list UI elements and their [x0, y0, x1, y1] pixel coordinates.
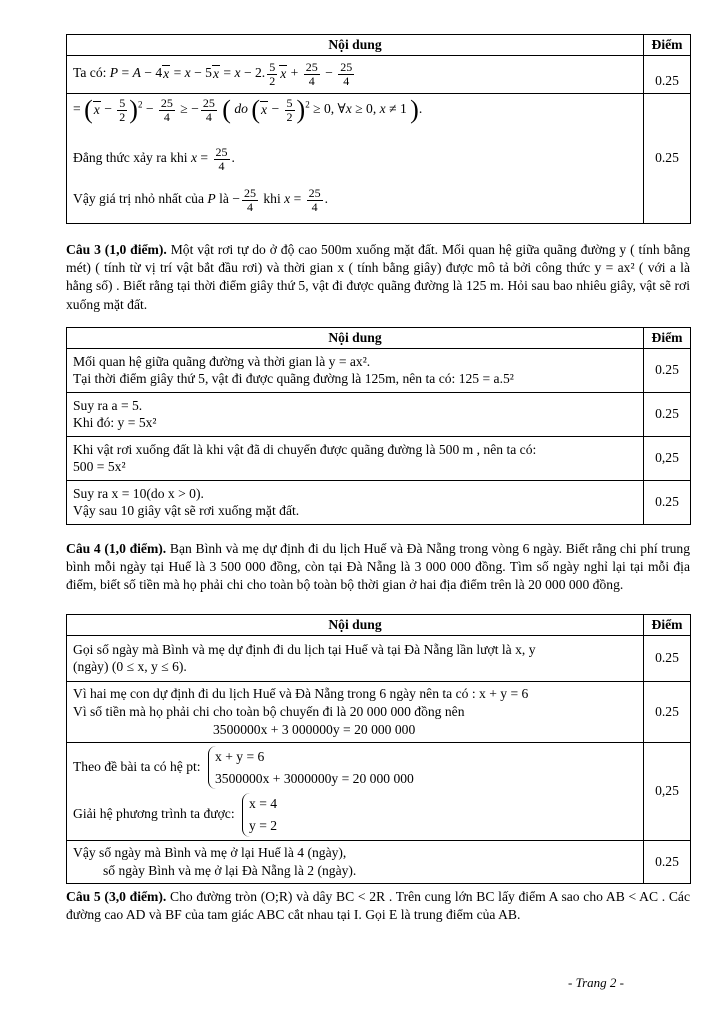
q4-row4-score: 0.25 [644, 840, 691, 883]
q3-row2-score: 0.25 [644, 392, 691, 436]
q4-solution-brace [242, 793, 277, 837]
solution-table-q4 [66, 614, 691, 884]
page-footer: - Trang 2 - [568, 975, 624, 990]
q3-row1-content [67, 348, 644, 392]
q5-title: Câu 5 (3,0 điểm). [66, 889, 167, 904]
table-header-content: Nội dung [67, 35, 644, 56]
q4-row2-line3: 3500000x + 3 000000y = 20 000 000 [213, 721, 416, 737]
q4-title: Câu 4 (1,0 điểm). [66, 541, 167, 556]
solution-table-q3 [66, 327, 691, 525]
q2-row2-content: = (x − $\frac{5}{2}$ )$^2$ − $\frac{25}{4}$ ≥ − $\frac{25}{4}$ ( do (x − $\frac{5}{2}$ )$^2$ ≥ 0, ∀x ≥ 0, x ≠ 1 ). Đẳng thức xảy ra khi x = $\frac{25}{4}$ . Vậy giá trị nhỏ nhất của P là − $\frac{25}{4}$ khi x = $\frac{25}{4}$ . [67, 93, 644, 223]
q4-row3-label2: Giải hệ phương trình ta được: [73, 806, 235, 822]
q5-text: Cho đường tròn (O;R) và dây BC < 2R . Trên cung lớn BC lấy điểm A sao cho AB < AC . Các đường cao AD và BF của tam giác ABC cắt nhau tại I. Gọi E là trung điểm của AB. [66, 889, 691, 923]
q4-row3-sol1: x = 4 [249, 796, 278, 812]
q3-row4-content [67, 480, 644, 524]
q4-row2-line1: Vì hai mẹ con dự định đi du lịch Huế và Đà Nẵng trong 6 ngày nên ta có : x + y = 6 [73, 685, 529, 701]
table-header-score: Điểm [644, 615, 691, 636]
q4-row3-sol2: y = 2 [249, 818, 278, 833]
q3-row1-score: 0.25 [644, 348, 691, 392]
q4-row3-label1: Theo đề bài ta có hệ pt: [73, 758, 201, 774]
q2-row2-score: 0.25 [644, 93, 691, 223]
q4-row3-content [67, 742, 644, 840]
q4-row3-eq1: x + y = 6 [215, 748, 265, 764]
q2-row1-content: Ta có: P = A − 4x = x − 5x = x − 2. $\frac{5}{2}$ x + $\frac{25}{4}$ − $\frac{25}{4}$ [67, 55, 644, 93]
q3-row3-line2: 500 = 5x² [73, 459, 126, 475]
q3-row4-line1: Suy ra x = 10(do x > 0). [73, 485, 204, 501]
table-header-score: Điểm [644, 328, 691, 349]
q4-prompt [66, 540, 690, 595]
q3-row3-line1: Khi vật rơi xuống đất là khi vật đã di chuyển được quãng đường là 500 m , nên ta có: [73, 441, 537, 457]
table-header-content: Nội dung [67, 328, 644, 349]
q4-system-brace [208, 746, 414, 790]
q5-prompt [66, 888, 690, 924]
q3-prompt [66, 241, 690, 314]
q4-row2-content [67, 681, 644, 742]
q3-row2-line2: Khi đó: y = 5x² [73, 415, 157, 431]
table-header-score: Điểm [644, 35, 691, 56]
q4-row1-line2: (ngày) (0 ≤ x, y ≤ 6). [73, 659, 187, 675]
table-header-content: Nội dung [67, 615, 644, 636]
q4-row3-score: 0,25 [644, 742, 691, 840]
q3-row4-score: 0.25 [644, 480, 691, 524]
q4-row4-line1: Vậy số ngày mà Bình và mẹ ở lại Huế là 4 (ngày), [73, 844, 347, 860]
q3-row3-score: 0,25 [644, 436, 691, 480]
q4-row2-line2: Vì số tiền mà họ phải chi cho toàn bộ chuyến đi là 20 000 000 đồng nên [73, 703, 465, 719]
q4-row1-content [67, 635, 644, 681]
q4-row2-score: 0.25 [644, 681, 691, 742]
q3-title: Câu 3 (1,0 điểm). [66, 242, 167, 257]
q3-text: Một vật rơi tự do ở độ cao 500m xuống mặt đất. Mối quan hệ giữa quãng đường y ( tính bằng mét) ( tính từ vị trí vật bắt đầu rơi) và thời gian x ( tính bằng giây) được mô tả bởi công thức y = ax² ( với a là hằng số) . Biết rằng tại thời điểm giây thứ 5, vật đi được quãng đường là 125 m. Hỏi sau bao nhiêu giây, vật sẽ rơi xuống mặt đất. [66, 242, 690, 312]
q4-row4-content [67, 840, 644, 883]
q3-row1-line1: Mối quan hệ giữa quãng đường và thời gian là y = ax². [73, 353, 371, 369]
q3-row3-content [67, 436, 644, 480]
solution-table-q2 [66, 34, 691, 224]
q4-row3-eq2: 3500000x + 3000000y = 20 000 000 [215, 770, 414, 786]
q4-row4-line2: số ngày Bình và mẹ ở lại Đà Nẵng là 2 (ngày). [103, 862, 357, 878]
q3-row4-line2: Vậy sau 10 giây vật sẽ rơi xuống mặt đất. [73, 503, 300, 519]
q3-row2-content [67, 392, 644, 436]
q3-row2-line1: Suy ra a = 5. [73, 397, 143, 413]
q4-row1-line1: Gọi số ngày mà Bình và mẹ dự định đi du lịch tại Huế và tại Đà Nẵng lần lượt là x, y [73, 641, 536, 657]
q2-row1-score: 0.25 [644, 55, 691, 93]
q3-row1-line2: Tại thời điểm giây thứ 5, vật đi được quãng đường là 125m, nên ta có: 125 = a.5² [73, 371, 514, 387]
q4-row1-score: 0.25 [644, 635, 691, 681]
q4-text: Bạn Bình và mẹ dự định đi du lịch Huế và Đà Nẵng trong vòng 6 ngày. Biết rằng chi phí trung bình mỗi ngày tại Huế là 3 500 000 đồng, còn tại Đà Nẵng là 3 000 000 đồng. Tìm số ngày nghỉ lại tại mỗi địa điểm, biết số tiền mà họ phải chi cho toàn bộ toàn bộ thời gian ở hai địa điểm trên là 20 000 000 đồng. [66, 541, 690, 593]
